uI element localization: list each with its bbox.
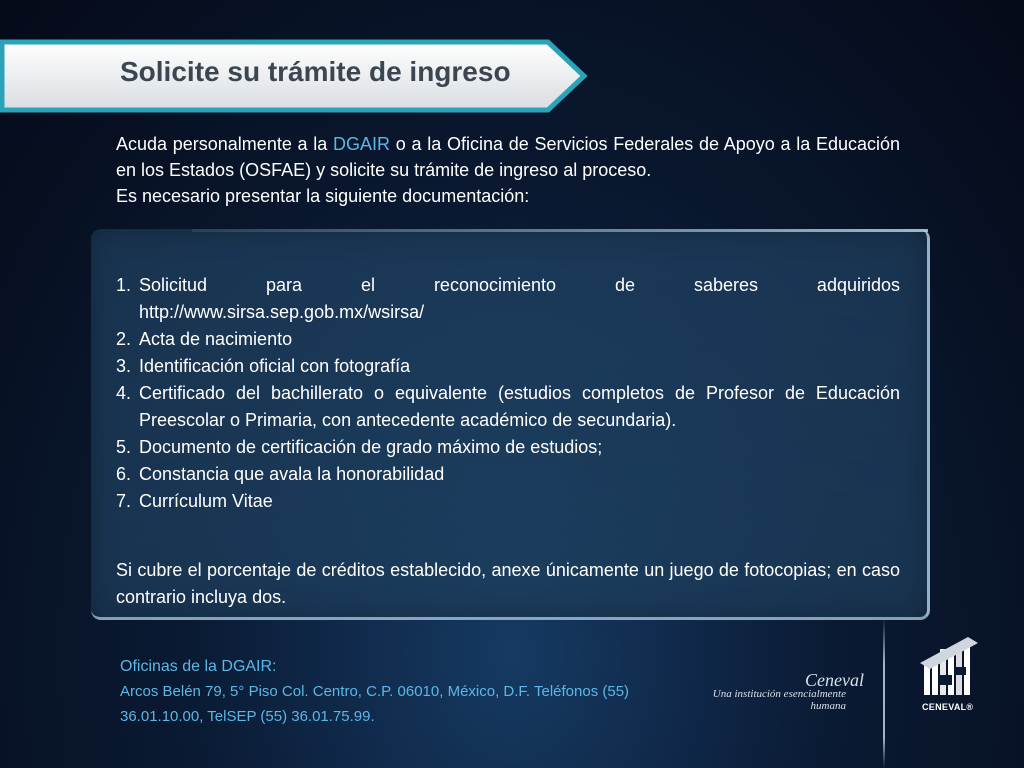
list-number: 3. <box>116 356 132 376</box>
divider-line <box>883 618 885 768</box>
list-item <box>116 380 900 434</box>
list-text: Identificación oficial con fotografía <box>139 356 411 376</box>
list-text: Certificado del bachillerato o equivalente (estudios completos de Profesor de Educación Preescolar o Primaria, con antecedente académico de secundaria). <box>139 383 900 430</box>
ceneval-logo-text: CENEVAL® <box>922 702 974 712</box>
ceneval-tagline: Una institución esencialmente humana <box>712 688 846 712</box>
list-item <box>116 461 900 488</box>
dgair-highlight: DGAIR <box>333 134 391 154</box>
list-item <box>116 353 900 380</box>
offices-title: Oficinas de la DGAIR: <box>120 658 277 675</box>
list-text <box>139 272 900 326</box>
sirsa-link[interactable]: http://www.sirsa.sep.gob.mx/wsirsa/ <box>139 302 425 322</box>
list-text: Documento de certificación de grado máximo de estudios; <box>139 437 603 457</box>
intro-pre: Acuda personalmente a la <box>116 134 334 154</box>
list-text: Constancia que avala la honorabilidad <box>139 464 445 484</box>
offices-info <box>120 654 660 729</box>
document-1-text: Solicitud para el reconocimiento de saberes adquiridos <box>139 275 900 295</box>
ceneval-wordmark: Ceneval <box>805 670 864 690</box>
list-number: 6. <box>116 464 132 484</box>
list-item <box>116 272 900 326</box>
offices-address: Arcos Belén 79, 5° Piso Col. Centro, C.P. 06010, México, D.F. Teléfonos (55) 36.01.10.00, TelSEP (55) 36.01.75.99. <box>120 683 630 725</box>
list-number: 5. <box>116 437 132 457</box>
ceneval-logo-icon <box>918 635 980 704</box>
list-item <box>116 488 900 515</box>
list-item <box>116 434 900 461</box>
page-title: Solicite su trámite de ingreso <box>120 56 511 87</box>
intro-text <box>116 131 900 209</box>
intro-line2: Es necesario presentar la siguiente documentación: <box>116 186 530 206</box>
list-item <box>116 326 900 353</box>
list-text: Acta de nacimiento <box>139 329 293 349</box>
panel-top-border <box>192 229 928 232</box>
documents-list <box>116 272 900 515</box>
list-number: 7. <box>116 491 132 511</box>
list-number: 1. <box>116 275 132 295</box>
list-number: 4. <box>116 383 132 403</box>
list-number: 2. <box>116 329 132 349</box>
intro-post: o a la Oficina de Servicios Federales de Apoyo a la Educación en los Estados (OSFAE) y solicite su trámite de ingreso al proceso. <box>116 134 900 180</box>
list-text: Currículum Vitae <box>139 491 273 511</box>
copies-note: Si cubre el porcentaje de créditos establecido, anexe únicamente un juego de fotocopias; en caso contrario incluya dos. <box>116 560 900 607</box>
